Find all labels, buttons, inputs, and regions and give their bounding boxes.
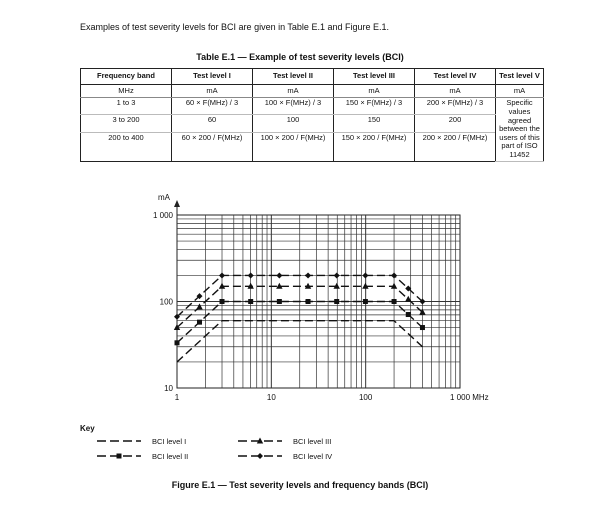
series-marker [363,299,368,304]
key-label: BCI level I [152,437,187,446]
table-cell: 60 [172,115,253,132]
series-marker [276,272,282,278]
series-marker [334,299,339,304]
series-marker [196,303,202,309]
key-label: BCI level III [293,437,332,446]
table-cell: 60 × F(MHz) / 3 [172,98,253,115]
series-marker [305,272,311,278]
table-cell: 150 × 200 / F(MHz) [334,132,415,161]
y-axis-arrowhead [174,200,180,207]
series-marker [175,340,180,345]
series-marker [219,272,225,278]
table-cell: 60 × 200 / F(MHz) [172,132,253,161]
table-cell: 200 × 200 / F(MHz) [415,132,496,161]
header-level-ii: Test level II [253,69,334,85]
table-caption: Table E.1 — Example of test severity levels (BCI) [196,52,404,62]
header-level-iii: Test level III [334,69,415,85]
key-marker [257,453,263,459]
unit-cell: mA [334,84,415,98]
x-tick-label: 1 [174,393,180,402]
series-marker [306,299,311,304]
header-level-v: Test level V [496,69,544,85]
unit-cell: mA [415,84,496,98]
series-marker [362,272,368,278]
level-v-note: Specific values agreed between the users of this part of ISO 11452 [496,98,544,161]
table-cell: 100 [253,115,334,132]
table-cell: 100 × 200 / F(MHz) [253,132,334,161]
table-cell: 200 × F(MHz) / 3 [415,98,496,115]
y-tick-label: 1 000 [152,211,173,220]
series-marker [248,272,254,278]
table-cell: 200 to 400 [81,132,172,161]
y-tick-label: 100 [159,297,173,307]
figure-caption: Figure E.1 — Test severity levels and frequency bands (BCI) [171,480,429,490]
series-marker [420,325,425,330]
key-label: BCI level IV [293,452,333,461]
unit-cell: MHz [81,84,172,98]
y-tick-label: 10 [164,384,173,393]
unit-cell: mA [496,84,544,98]
header-frequency-band: Frequency band [81,69,172,85]
header-level-i: Test level I [172,69,253,85]
table-cell: 150 [334,115,415,132]
series-marker [392,299,397,304]
unit-cell: mA [253,84,334,98]
key-heading: Key [80,424,95,433]
x-tick-label: 10 [266,393,276,402]
table-cell: 1 to 3 [81,98,172,115]
x-tick-label: 100 [358,393,373,402]
x-tick-label: 1 000 MHz [450,393,489,402]
series-marker [197,320,202,325]
header-level-iv: Test level IV [415,69,496,85]
series-marker [220,299,225,304]
table-cell: 200 [415,115,496,132]
table-cell: 100 × F(MHz) / 3 [253,98,334,115]
key-marker [117,454,122,459]
y-axis-label: mA [158,193,170,202]
intro-text: Examples of test severity levels for BCI are given in Table E.1 and Figure E.1. [80,22,389,32]
table-cell: 3 to 200 [81,115,172,132]
key-label: BCI level II [152,452,189,461]
series-marker [277,299,282,304]
series-marker [334,272,340,278]
series-marker [406,312,411,317]
series-marker [391,272,397,278]
table-cell: 150 × F(MHz) / 3 [334,98,415,115]
series-marker [248,299,253,304]
unit-cell: mA [172,84,253,98]
